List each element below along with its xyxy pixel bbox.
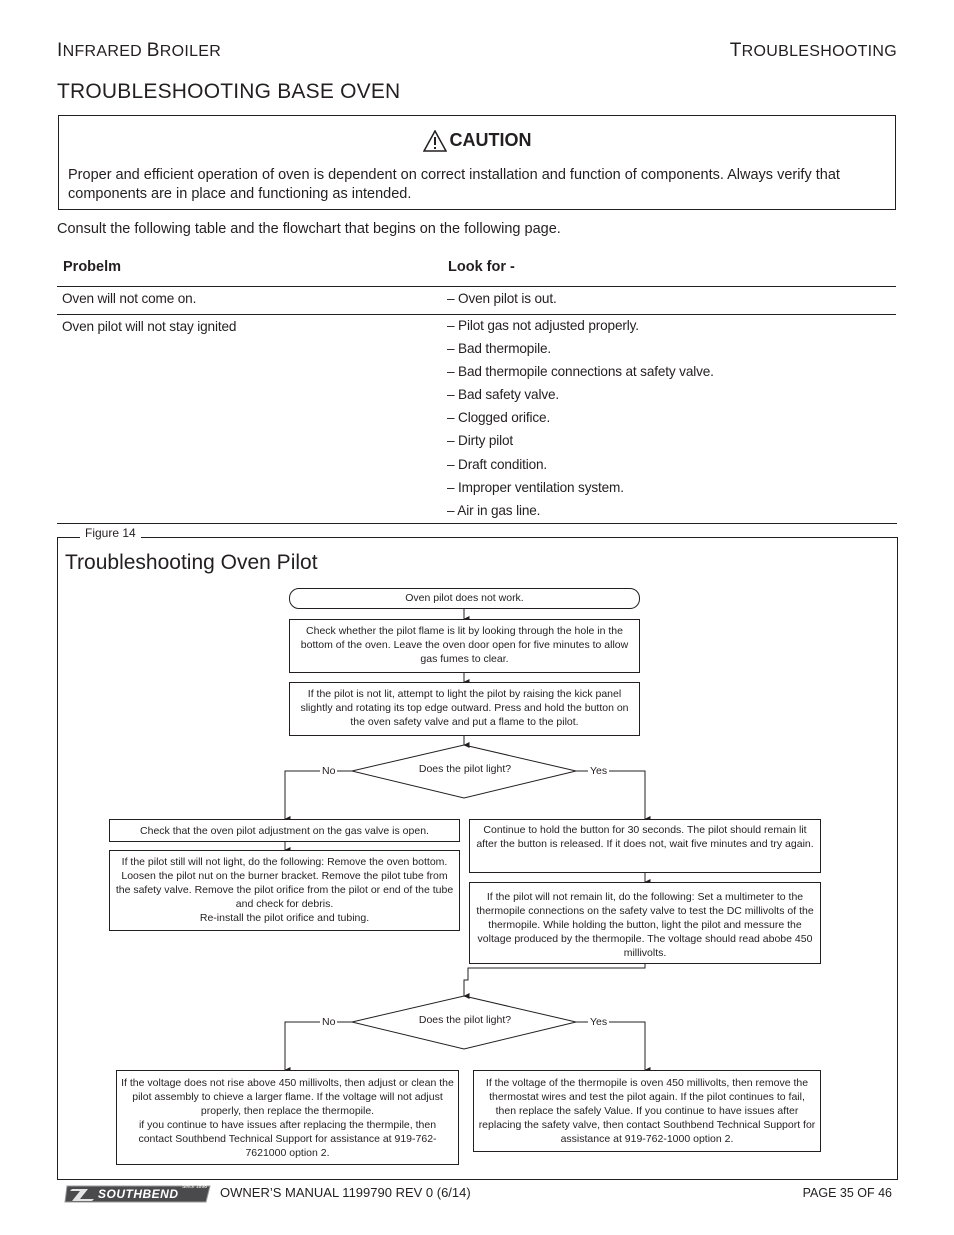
decision-2-yes: Yes <box>590 1016 608 1028</box>
table-header-look-for: Look for - <box>448 259 515 275</box>
decision-1-yes: Yes <box>590 765 608 777</box>
header-section: TROUBLESHOOTING <box>729 40 897 61</box>
decision-2-no: No <box>322 1016 336 1028</box>
list-item: – Bad thermopile connections at safety valve. <box>447 364 714 380</box>
flow-start: Oven pilot does not work. <box>289 588 640 609</box>
flow-no-remove-text: If the pilot still will not light, do the following: Remove the oven bottom. Loosen the pilot nut on the burner bracket. Remove the pilot tube from the safety valve. Remove the pilot orifice from the pilot or end of the tube and check for debris. <box>115 856 454 910</box>
table-cell-look-for: – Oven pilot is out. <box>447 291 557 306</box>
flow-step-check-flame: Check whether the pilot flame is lit by looking through the hole in the bottom of the oven. Leave the oven door open for five minutes to allow gas fumes to clear. <box>289 619 640 673</box>
logo-since: Since 1898 <box>182 1184 208 1190</box>
list-item: – Pilot gas not adjusted properly. <box>447 318 639 333</box>
figure-title: Troubleshooting Oven Pilot <box>65 551 318 574</box>
list-item: – Bad thermopile. <box>447 341 551 357</box>
table-cell-problem: Oven will not come on. <box>62 291 197 306</box>
list-item: – Clogged orifice. <box>447 410 551 426</box>
flow-no-remove-oven-bottom <box>109 850 460 931</box>
table-cell-problem: Oven pilot will not stay ignited <box>62 319 237 334</box>
page-title: TROUBLESHOOTING BASE OVEN <box>57 80 401 103</box>
flow-no2-text: If the voltage does not rise above 450 millivolts, then adjust or clean the pilot assembly to chieve a larger flame. If the voltage will not adjust properly, then replace the thermopile. <box>121 1077 454 1117</box>
footer-manual: OWNER’S MANUAL 1199790 REV 0 (6/14) <box>220 1185 471 1200</box>
southbend-logo <box>64 1184 212 1204</box>
decision-2-text: Does the pilot light? <box>418 1014 512 1026</box>
logo-wordmark: SOUTHBEND <box>98 1187 179 1201</box>
list-item: – Bad safety valve. <box>447 387 560 403</box>
flow-no2-support-text: if you continue to have issues after replacing the thermpile, then contact Southbend Technical Support for assistance at 919-762-7621000 option 2. <box>138 1119 437 1159</box>
table-header-problem: Probelm <box>63 259 122 275</box>
flow-step-light-pilot: If the pilot is not lit, attempt to light the pilot by raising the kick panel slightly and rotating its top edge outward. Press and hold the button on the oven safety valve and put a flame to the pilot. <box>289 682 640 736</box>
decision-1-text: Does the pilot light? <box>418 763 512 775</box>
flow-no-reinstall-text: Re-install the pilot orifice and tubing. <box>199 912 370 924</box>
flow-no2-adjust-pilot <box>116 1070 459 1165</box>
list-item: – Air in gas line. <box>447 502 541 518</box>
list-item: – Improper ventilation system. <box>447 479 624 495</box>
footer-page-number: PAGE 35 OF 46 <box>802 1186 892 1200</box>
list-item: – Draft condition. <box>447 456 548 472</box>
caution-text: Proper and efficient operation of oven is dependent on correct installation and function of components. Always verify that components are in place and functioning as intended. <box>68 167 840 202</box>
flow-no-check-adjustment: Check that the oven pilot adjustment on the gas valve is open. <box>109 819 460 842</box>
decision-1-no: No <box>322 765 336 777</box>
header-product: INFRARED BROILER <box>57 40 222 61</box>
flow-yes2-replace-valve: If the voltage of the thermopile is oven 450 millivolts, then remove the thermostat wires and test the pilot again. If the pilot continues to fail, then replace the safely Value. If you continue to have issues after replacing the safety valve, then contact Southbend Technical Support for assistance at 919-762-1000 option 2. <box>473 1070 821 1152</box>
caution-heading: CAUTION <box>59 130 895 152</box>
intro-text: Consult the following table and the flowchart that begins on the following page. <box>57 221 561 237</box>
flow-yes-hold-button: Continue to hold the button for 30 seconds. The pilot should remain lit after the button is released. If it does not, wait five minutes and try again. <box>469 819 821 873</box>
flow-yes-multimeter: If the pilot will not remain lit, do the following: Set a multimeter to the thermopile connections on the safety valve to test the DC millivolts of the thermopile. While holding the button, light the pilot and messure the voltage produced by the thermopile. The voltage should read abobe 450 millivolts. <box>469 882 821 964</box>
list-item: – Dirty pilot <box>447 433 514 449</box>
figure-label: Figure 14 <box>80 526 141 540</box>
